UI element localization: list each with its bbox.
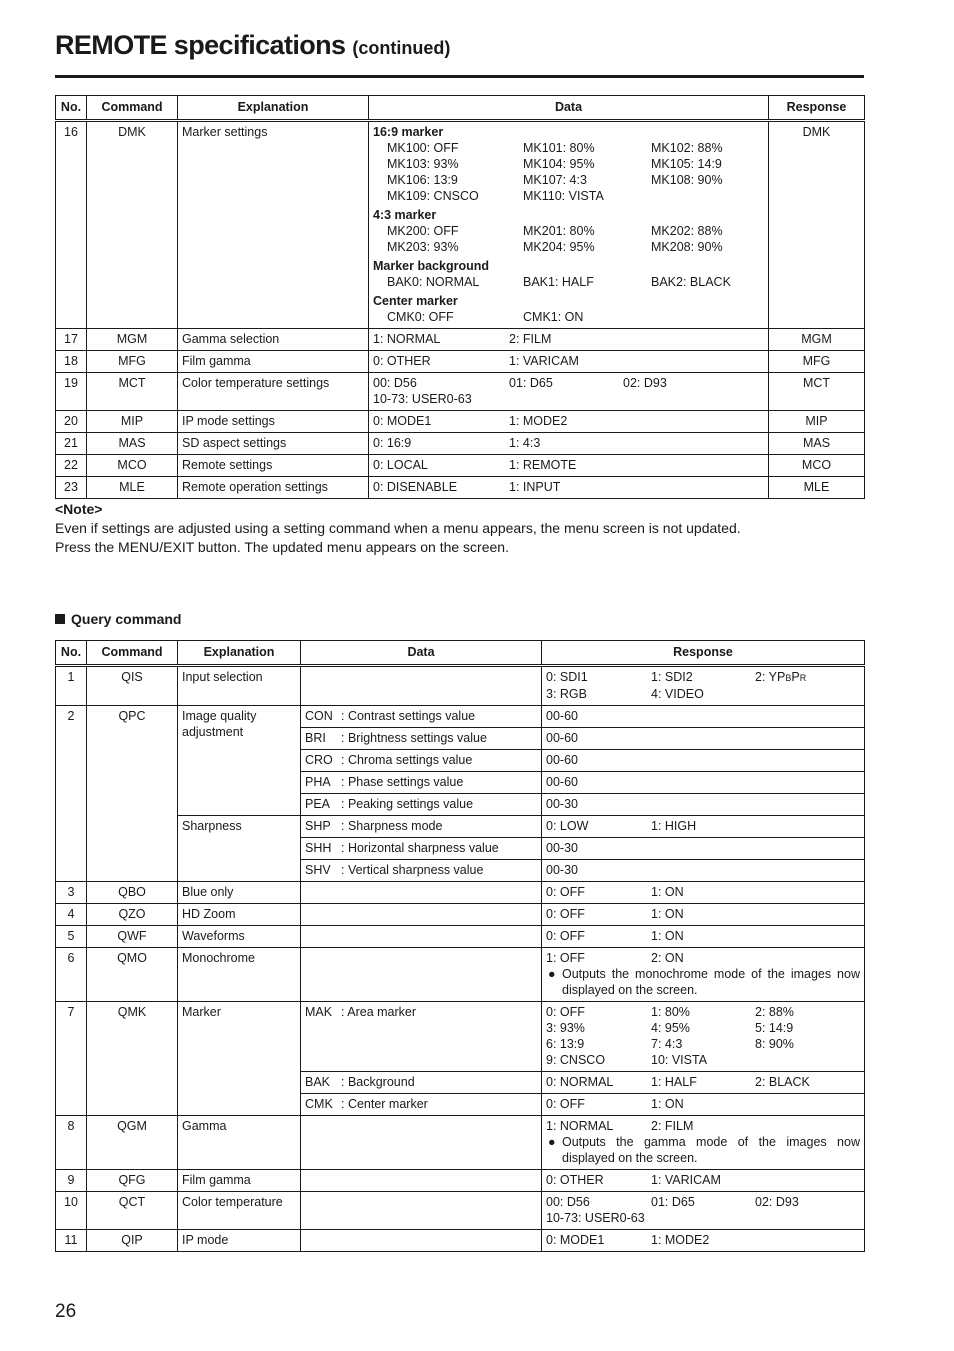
response-value: 2: 88% [755, 1005, 794, 1019]
row-data [301, 1230, 542, 1252]
data-code: CON [305, 709, 333, 723]
row-command: QCT [87, 1192, 178, 1230]
row-data [369, 351, 769, 373]
row-data [301, 1116, 542, 1170]
row-explanation: Remote settings [178, 455, 369, 477]
row-response: MCO [769, 455, 865, 477]
response-value: 10-73: USER0-63 [546, 1211, 645, 1225]
data-value: MK201: 80% [523, 224, 595, 238]
row-explanation: Waveforms [178, 926, 301, 948]
data-value: 10-73: USER0-63 [373, 392, 472, 406]
data-value: 1: 4:3 [509, 436, 541, 450]
row-no: 21 [56, 433, 87, 455]
row-command: QIP [87, 1230, 178, 1252]
note-title: <Note> [55, 501, 103, 517]
setting-command-table [55, 95, 865, 499]
row-no: 10 [56, 1192, 87, 1230]
row-data [301, 772, 542, 794]
response-value: 0: OFF [546, 1097, 585, 1111]
row-response: 00-30 [542, 794, 865, 816]
data-value: BAK2: BLACK [651, 275, 731, 289]
data-desc: : Contrast settings value [341, 709, 476, 723]
row-no: 4 [56, 904, 87, 926]
row-no: 23 [56, 477, 87, 499]
response-value: 0: OFF [546, 1005, 585, 1019]
data-code: SHP [305, 819, 331, 833]
response-value: 0: MODE1 [546, 1233, 605, 1247]
data-code: PHA [305, 775, 331, 789]
data-value: MK108: 90% [651, 173, 723, 187]
data-value: 02: D93 [623, 376, 667, 390]
data-code: CMK [305, 1097, 333, 1111]
row-command: MIP [87, 411, 178, 433]
row-response [542, 1230, 865, 1252]
response-value: 2: BLACK [755, 1075, 810, 1089]
row-data [369, 477, 769, 499]
row-explanation: Input selection [178, 666, 301, 706]
header-data: Data [301, 641, 542, 666]
row-command: DMK [87, 121, 178, 329]
row-response: 00-30 [542, 860, 865, 882]
row-data [369, 455, 769, 477]
response-value: 2: YPBPR [755, 670, 807, 684]
row-command: MFG [87, 351, 178, 373]
row-command: MAS [87, 433, 178, 455]
data-value: MK103: 93% [387, 157, 459, 171]
data-code: CRO [305, 753, 333, 767]
row-response [542, 816, 865, 838]
response-value: 4: 95% [651, 1021, 690, 1035]
row-response [542, 904, 865, 926]
table-row [56, 666, 865, 706]
row-response [542, 1094, 865, 1116]
data-value: 1: INPUT [509, 480, 561, 494]
row-no: 22 [56, 455, 87, 477]
response-value: 4: VIDEO [651, 687, 704, 701]
data-value: MK100: OFF [387, 141, 459, 155]
row-data [369, 373, 769, 411]
row-explanation: Film gamma [178, 1170, 301, 1192]
row-response: 00-60 [542, 750, 865, 772]
response-value: 5: 14:9 [755, 1021, 794, 1035]
data-value: 1: MODE2 [509, 414, 568, 428]
data-value: MK204: 95% [523, 240, 595, 254]
response-value: 6: 13:9 [546, 1037, 585, 1051]
row-response: DMK [769, 121, 865, 329]
response-value: 1: MODE2 [651, 1233, 710, 1247]
row-response [542, 948, 865, 1002]
response-value: 0: OFF [546, 907, 585, 921]
row-explanation: IP mode [178, 1230, 301, 1252]
table-row [56, 455, 865, 477]
square-bullet-icon [55, 614, 65, 624]
data-value: MK106: 13:9 [387, 173, 458, 187]
row-no: 6 [56, 948, 87, 1002]
note-block [55, 500, 741, 557]
response-value: 1: OFF [546, 951, 585, 965]
row-response [542, 1192, 865, 1230]
data-value: CMK0: OFF [387, 310, 454, 324]
data-value: 1: NORMAL [373, 332, 441, 346]
note-line: Press the MENU/EXIT button. The updated menu appears on the screen. [55, 539, 509, 555]
response-value: 7: 4:3 [651, 1037, 683, 1051]
data-value: MK104: 95% [523, 157, 595, 171]
table-row [56, 1170, 865, 1192]
header-data: Data [369, 96, 769, 121]
bullet-note: ● Outputs the gamma mode of the images now displayed on the screen. [548, 1135, 860, 1165]
page-number: 26 [55, 1301, 77, 1322]
note-line: Even if settings are adjusted using a setting command when a menu appears, the menu screen is not updated. [55, 520, 741, 536]
row-no: 11 [56, 1230, 87, 1252]
page-title: REMOTE specifications (continued) [55, 30, 451, 60]
row-data [369, 433, 769, 455]
row-explanation: HD Zoom [178, 904, 301, 926]
row-response [542, 666, 865, 706]
row-no: 16 [56, 121, 87, 329]
row-data [301, 706, 542, 728]
row-command: QIS [87, 666, 178, 706]
bullet-icon: ● [548, 1135, 556, 1149]
data-code: SHV [305, 863, 331, 877]
header-response: Response [542, 641, 865, 666]
data-value: 0: LOCAL [373, 458, 428, 472]
data-desc: : Phase settings value [341, 775, 464, 789]
row-explanation: Monochrome [178, 948, 301, 1002]
row-data [301, 926, 542, 948]
data-value: 01: D65 [509, 376, 553, 390]
group-title: 16:9 marker [373, 125, 444, 139]
response-value: 1: ON [651, 907, 684, 921]
row-command: MLE [87, 477, 178, 499]
row-response [542, 1170, 865, 1192]
group-title: Marker background [373, 259, 490, 273]
data-desc: : Brightness settings value [341, 731, 487, 745]
table-row [56, 351, 865, 373]
data-value: MK102: 88% [651, 141, 723, 155]
response-value: 0: OFF [546, 929, 585, 943]
row-command: MCT [87, 373, 178, 411]
row-response: MAS [769, 433, 865, 455]
table-row [56, 706, 865, 728]
data-desc: : Background [341, 1075, 415, 1089]
row-command: QFG [87, 1170, 178, 1192]
data-value: MK203: 93% [387, 240, 459, 254]
row-data [301, 838, 542, 860]
data-value: 2: FILM [509, 332, 552, 346]
data-value: 1: VARICAM [509, 354, 579, 368]
response-value: 00: D56 [546, 1195, 590, 1209]
data-value: CMK1: ON [523, 310, 584, 324]
row-no: 5 [56, 926, 87, 948]
table-row [56, 121, 865, 329]
row-data [369, 329, 769, 351]
row-response: MGM [769, 329, 865, 351]
data-value: 00: D56 [373, 376, 417, 390]
data-value: 0: MODE1 [373, 414, 432, 428]
table-row [56, 1116, 865, 1170]
header-response: Response [769, 96, 865, 121]
row-explanation: Remote operation settings [178, 477, 369, 499]
response-value: 01: D65 [651, 1195, 695, 1209]
table-header [56, 641, 865, 666]
section-title: Query command [71, 611, 182, 627]
group-title: Center marker [373, 294, 458, 308]
row-explanation: Film gamma [178, 351, 369, 373]
row-explanation: Color temperature settings [178, 373, 369, 411]
data-code: SHH [305, 841, 332, 855]
row-command: QWF [87, 926, 178, 948]
data-code: BRI [305, 731, 326, 745]
row-response [542, 1072, 865, 1094]
row-data [301, 948, 542, 1002]
response-value: 3: RGB [546, 687, 587, 701]
data-value: MK110: VISTA [523, 189, 604, 203]
table-row [56, 477, 865, 499]
table-header [56, 96, 865, 121]
data-value: 1: REMOTE [509, 458, 577, 472]
data-value: 0: 16:9 [373, 436, 412, 450]
response-value: 9: CNSCO [546, 1053, 606, 1067]
group-title: 4:3 marker [373, 208, 437, 222]
response-value: 1: NORMAL [546, 1119, 614, 1133]
row-data [301, 904, 542, 926]
data-code: MAK [305, 1005, 333, 1019]
response-value: 02: D93 [755, 1195, 799, 1209]
row-explanation: Color temperature [178, 1192, 301, 1230]
data-value: 0: DISENABLE [373, 480, 458, 494]
response-value: 3: 93% [546, 1021, 585, 1035]
row-no: 7 [56, 1002, 87, 1116]
row-command: QMO [87, 948, 178, 1002]
row-explanation: SD aspect settings [178, 433, 369, 455]
data-value: BAK0: NORMAL [387, 275, 480, 289]
data-value: MK105: 14:9 [651, 157, 722, 171]
row-data [301, 860, 542, 882]
row-data [369, 121, 769, 329]
response-value: 0: LOW [546, 819, 589, 833]
row-command: MGM [87, 329, 178, 351]
data-code: PEA [305, 797, 331, 811]
data-code: BAK [305, 1075, 331, 1089]
row-response: 00-60 [542, 772, 865, 794]
row-command: MCO [87, 455, 178, 477]
row-command: QBO [87, 882, 178, 904]
row-explanation: Marker [178, 1002, 301, 1116]
row-no: 17 [56, 329, 87, 351]
table-row [56, 329, 865, 351]
row-data [301, 882, 542, 904]
row-data [301, 1170, 542, 1192]
row-response: MIP [769, 411, 865, 433]
table-row [56, 411, 865, 433]
row-explanation: Blue only [178, 882, 301, 904]
bullet-icon: ● [548, 967, 556, 981]
row-response: MFG [769, 351, 865, 373]
data-value: 0: OTHER [373, 354, 431, 368]
table-row [56, 948, 865, 1002]
row-data [301, 794, 542, 816]
data-value: MK202: 88% [651, 224, 723, 238]
header-command: Command [87, 96, 178, 121]
response-value: 1: ON [651, 929, 684, 943]
response-value: 2: FILM [651, 1119, 694, 1133]
row-response: 00-60 [542, 728, 865, 750]
row-no: 1 [56, 666, 87, 706]
bullet-note: ● Outputs the monochrome mode of the images now displayed on the screen. [548, 967, 860, 997]
header-command: Command [87, 641, 178, 666]
response-value: 1: VARICAM [651, 1173, 721, 1187]
table-row [56, 373, 865, 411]
header-no: No. [56, 96, 87, 121]
row-response: 00-60 [542, 706, 865, 728]
response-value: 0: SDI1 [546, 670, 588, 684]
row-data [301, 666, 542, 706]
data-value: MK107: 4:3 [523, 173, 587, 187]
table-row [56, 1002, 865, 1072]
row-explanation: Marker settings [178, 121, 369, 329]
data-desc: : Peaking settings value [341, 797, 474, 811]
row-data [301, 816, 542, 838]
table-row [56, 816, 865, 838]
row-explanation: IP mode settings [178, 411, 369, 433]
row-response: MLE [769, 477, 865, 499]
row-no: 19 [56, 373, 87, 411]
data-desc: : Area marker [341, 1005, 417, 1019]
data-value: MK109: CNSCO [387, 189, 479, 203]
data-desc: : Horizontal sharpness value [341, 841, 499, 855]
row-data [301, 1192, 542, 1230]
response-value: 1: HALF [651, 1075, 697, 1089]
row-response [542, 1116, 865, 1170]
row-explanation: Image quality adjustment [178, 706, 301, 816]
row-data [301, 1072, 542, 1094]
data-desc: : Chroma settings value [341, 753, 473, 767]
row-command: QPC [87, 706, 178, 882]
data-value: MK101: 80% [523, 141, 595, 155]
section-heading [55, 611, 181, 627]
response-value: 1: ON [651, 1097, 684, 1111]
data-value: MK200: OFF [387, 224, 459, 238]
response-value: 1: HIGH [651, 819, 697, 833]
row-response [542, 1002, 865, 1072]
row-no: 3 [56, 882, 87, 904]
response-value: 1: 80% [651, 1005, 690, 1019]
title-rule [55, 75, 864, 78]
row-response: MCT [769, 373, 865, 411]
row-command: QMK [87, 1002, 178, 1116]
row-command: QZO [87, 904, 178, 926]
response-value: 0: OFF [546, 885, 585, 899]
table-row [56, 1192, 865, 1230]
row-data [369, 411, 769, 433]
header-explanation: Explanation [178, 96, 369, 121]
row-explanation: Gamma [178, 1116, 301, 1170]
data-value: MK208: 90% [651, 240, 723, 254]
data-desc: : Center marker [341, 1097, 428, 1111]
response-value: 2: ON [651, 951, 684, 965]
row-response [542, 926, 865, 948]
table-row [56, 926, 865, 948]
response-value: 10: VISTA [651, 1053, 708, 1067]
row-explanation: Sharpness [178, 816, 301, 882]
table-row [56, 882, 865, 904]
row-explanation: Gamma selection [178, 329, 369, 351]
row-response: 00-30 [542, 838, 865, 860]
row-data [301, 1094, 542, 1116]
data-desc: : Sharpness mode [341, 819, 443, 833]
data-desc: : Vertical sharpness value [341, 863, 484, 877]
row-no: 8 [56, 1116, 87, 1170]
row-response [542, 882, 865, 904]
response-value: 1: ON [651, 885, 684, 899]
response-value: 8: 90% [755, 1037, 794, 1051]
data-value: BAK1: HALF [523, 275, 594, 289]
row-no: 9 [56, 1170, 87, 1192]
header-explanation: Explanation [178, 641, 301, 666]
row-no: 18 [56, 351, 87, 373]
table-row [56, 1230, 865, 1252]
table-row [56, 904, 865, 926]
row-no: 2 [56, 706, 87, 882]
table-row [56, 433, 865, 455]
header-no: No. [56, 641, 87, 666]
response-value: 1: SDI2 [651, 670, 693, 684]
row-command: QGM [87, 1116, 178, 1170]
row-data [301, 728, 542, 750]
row-data [301, 1002, 542, 1072]
row-data [301, 750, 542, 772]
query-command-table [55, 640, 865, 1252]
row-no: 20 [56, 411, 87, 433]
response-value: 0: OTHER [546, 1173, 604, 1187]
response-value: 0: NORMAL [546, 1075, 614, 1089]
